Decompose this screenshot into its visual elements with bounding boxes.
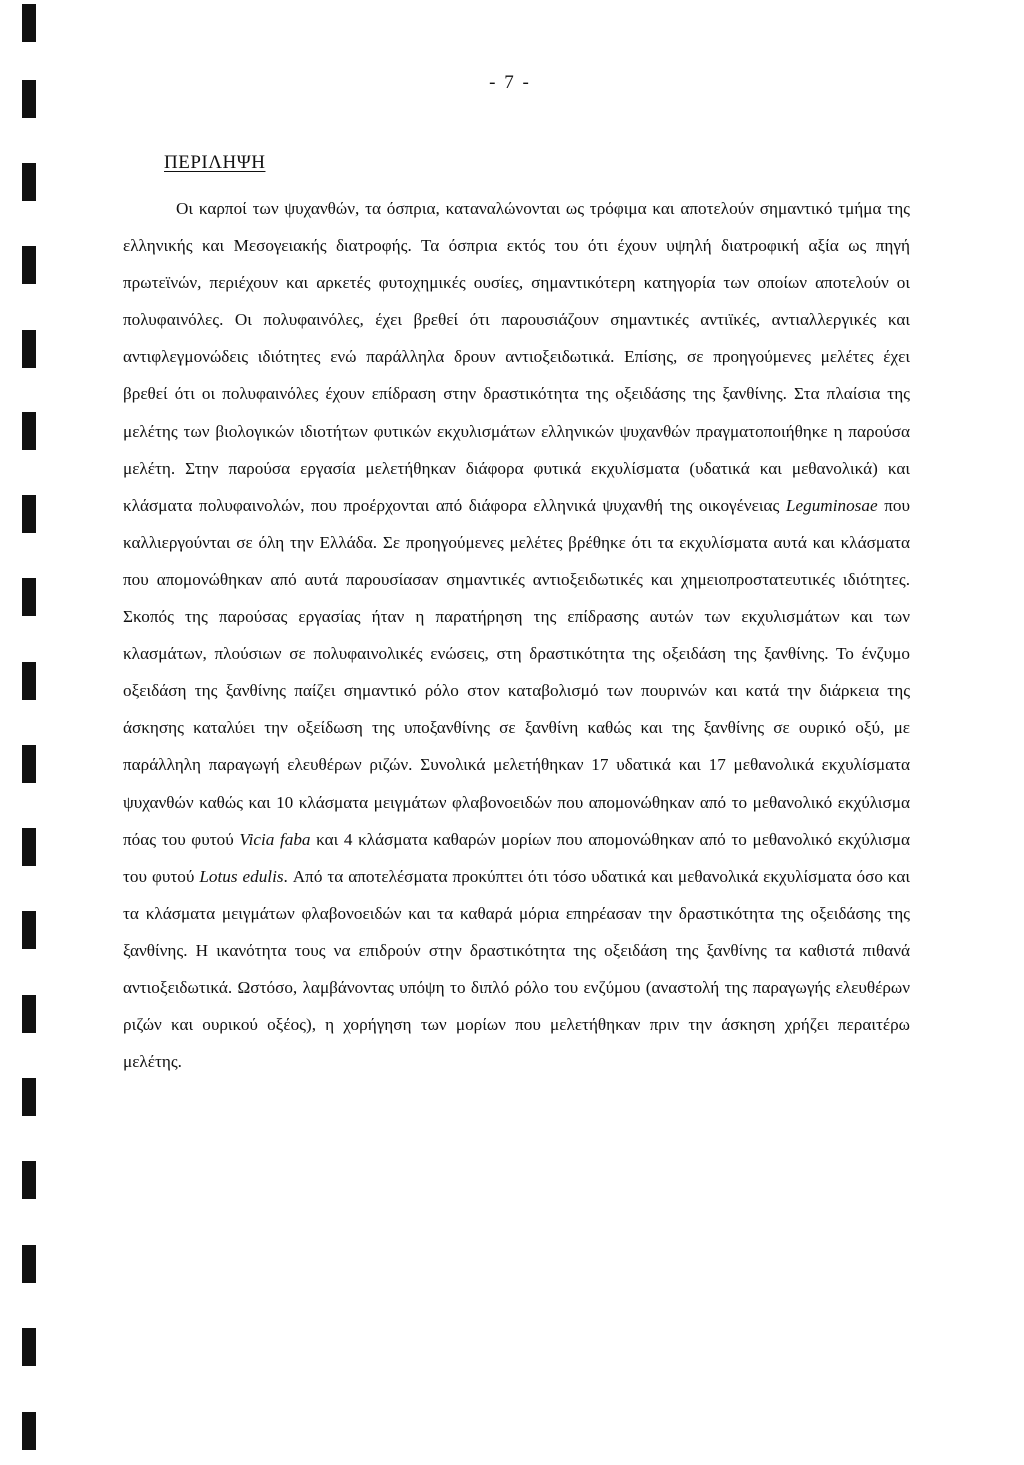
text-segment: που καλλιεργούνται σε όλη την Ελλάδα. Σε προηγούμενες μελέτες βρέθηκε ότι τα εκχυλίσματα αυτά και κλάσματα που απομονώθηκαν από αυτά παρουσίασαν σημαντικές αντιοξειδωτικές και χημειοπροστατευτικές ιδιότητες. Σκοπός της παρούσας εργασίας ήταν η παρατήρηση της επίδρασης αυτών των εκχυλισμάτων και των κλασμάτων, πλούσιων σε πολυφαινολικές ενώσεις, στη δραστικότητα της οξειδάση της ξανθίνης. Το ένζυμο οξειδάση της ξανθίνης παίζει σημαντικό ρόλο στον καταβολισμό των πουρινών και κατά την διάρκεια της άσκησης καταλύει την οξείδωση της υποξανθίνης σε ξανθίνη καθώς και της ξανθίνης σε ουρικό οξύ, με παράλληλη παραγωγή ελευθέρων ριζών. Συνολικά μελετήθηκαν 17 υδατικά και 17 μεθανολικά εκχυλίσματα ψυχανθών καθώς και 10 κλάσματα μειγμάτων φλαβονοειδών που απομονώθηκαν από το μεθανολικό εκχύλισμα πόας του φυτού — [123, 495, 910, 849]
binding-strip — [0, 0, 46, 1465]
binding-hole — [22, 1161, 36, 1199]
binding-hole — [22, 662, 36, 700]
binding-hole — [22, 828, 36, 866]
binding-hole — [22, 911, 36, 949]
binding-hole — [22, 1412, 36, 1450]
text-segment: . Από τα αποτελέσματα προκύπτει ότι τόσο υδατικά και μεθανολικά εκχυλίσματα όσο και τα κλάσματα μειγμάτων φλαβονοειδών και τα καθαρά μόρια επηρέασαν την δραστικότητα της οξειδάσης της ξανθίνης. Η ικανότητα τους να επιδρούν στην δραστικότητα της οξειδάση της ξανθίνης τα καθιστά πιθανά αντιοξειδωτικά. Ωστόσο, λαμβάνοντας υπόψη το διπλό ρόλο του ενζύμου (αναστολή της παραγωγής ελευθέρων ριζών και ουρικού οξέος), η χορήγηση των μορίων που μελετήθηκαν πριν την άσκηση χρήζει περαιτέρω μελέτης. — [123, 866, 910, 1072]
binding-hole — [22, 1245, 36, 1283]
text-segment: και 4 κλάσματα καθαρών μορίων που απομονώθηκαν από το μεθανολικό εκχύλισμα του φυτού — [123, 829, 910, 886]
abstract-paragraph — [123, 190, 910, 1080]
binding-hole — [22, 246, 36, 284]
binding-hole — [22, 163, 36, 201]
binding-hole — [22, 4, 36, 42]
binding-hole — [22, 578, 36, 616]
binding-hole — [22, 1328, 36, 1366]
binding-hole — [22, 995, 36, 1033]
binding-hole — [22, 330, 36, 368]
binding-hole — [22, 80, 36, 118]
text-segment: Οι καρποί των ψυχανθών, τα όσπρια, καταναλώνονται ως τρόφιμα και αποτελούν σημαντικό τμήμα της ελληνικής και Μεσογειακής διατροφής. Τα όσπρια εκτός του ότι έχουν υψηλή διατροφική αξία ως πηγή πρωτεϊνών, περιέχουν και αρκετές φυτοχημικές ουσίες, σημαντικότερη κατηγορία των οποίων αποτελούν οι πολυφαινόλες. Οι πολυφαινόλες, έχει βρεθεί ότι παρουσιάζουν σημαντικές αντιϊκές, αντιαλλεργικές και αντιφλεγμονώδεις ιδιότητες ενώ παράλληλα δρουν αντιοξειδωτικά. Επίσης, σε προηγούμενες μελέτες έχει βρεθεί ότι οι πολυφαινόλες έχουν επίδραση στην δραστικότητα της οξειδάσης της ξανθίνης. Στα πλαίσια της μελέτης των βιολογικών ιδιοτήτων φυτικών εκχυλισμάτων ελληνικών ψυχανθών πραγματοποιήθηκε η παρούσα μελέτη. Στην παρούσα εργασία μελετήθηκαν διάφορα φυτικά εκχυλίσματα (υδατικά και μεθανολικά) και κλάσματα πολυφαινολών, που προέρχονται από διάφορα ελληνικά ψυχανθή της οικογένειας — [123, 199, 910, 515]
species-name-leguminosae: Leguminosae — [785, 495, 878, 515]
page-title: ΠΕΡΙΛΗΨΗ — [164, 152, 266, 173]
binding-hole — [22, 495, 36, 533]
binding-hole — [22, 745, 36, 783]
species-name-lotus-edulis: Lotus edulis — [199, 866, 284, 886]
page-number: - 7 - — [489, 72, 531, 93]
species-name-vicia-faba: Vicia faba — [239, 829, 311, 849]
binding-hole — [22, 412, 36, 450]
binding-hole — [22, 1078, 36, 1116]
